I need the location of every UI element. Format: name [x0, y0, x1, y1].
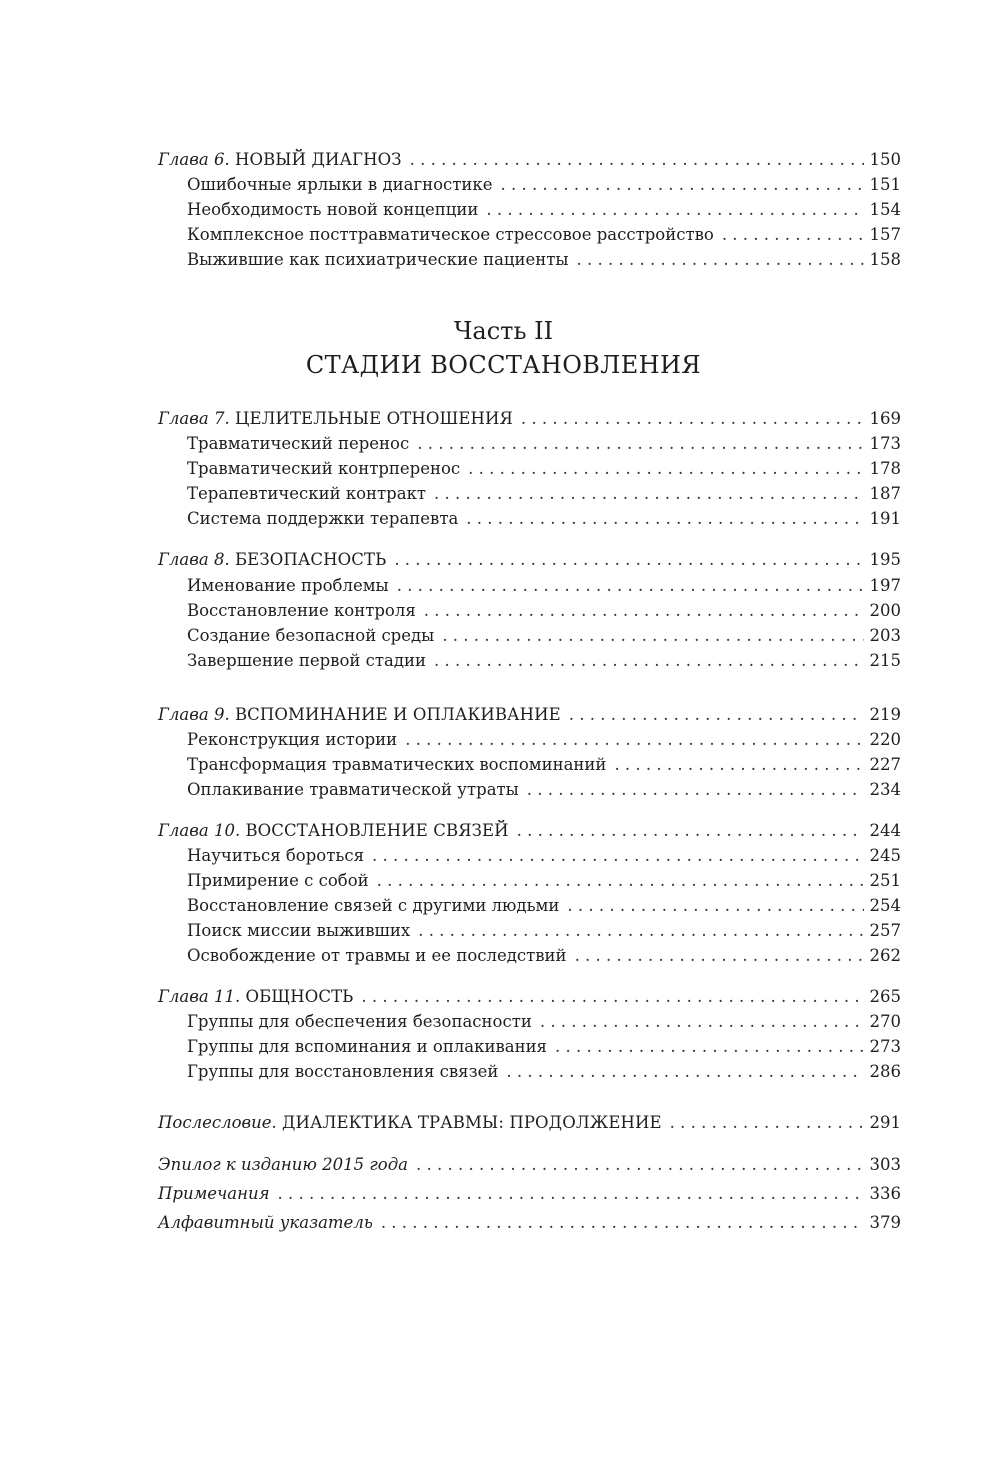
section-entry[interactable] [158, 481, 901, 506]
dot-leader [614, 752, 863, 777]
part-number: Часть II [453, 317, 554, 345]
dot-leader [517, 818, 864, 843]
section-page: 173 [869, 434, 901, 453]
chapter-10-page: 244 [869, 821, 901, 840]
section-title: Восстановление связей с другими людьми [187, 896, 560, 915]
dot-leader [410, 147, 864, 172]
chapter-11-prefix: Глава 11. [158, 987, 241, 1006]
chapter-8-prefix: Глава 8. [158, 550, 230, 569]
section-page: 251 [869, 871, 901, 890]
section-page: 270 [869, 1012, 901, 1031]
dot-leader [521, 406, 864, 431]
section-entry[interactable] [158, 868, 901, 893]
section-entry[interactable] [158, 918, 901, 943]
section-page: 197 [869, 576, 901, 595]
chapter-10-title: ВОССТАНОВЛЕНИЕ СВЯЗЕЙ [245, 821, 509, 840]
section-title: Необходимость новой концепции [187, 200, 479, 219]
section-page: 191 [869, 509, 901, 528]
epilogue-page: 303 [869, 1155, 901, 1174]
section-page: 262 [869, 946, 901, 965]
dot-leader [424, 598, 864, 623]
section-title: Завершение первой стадии [187, 651, 426, 670]
chapter-6-title: НОВЫЙ ДИАГНОЗ [234, 150, 402, 169]
section-page: 154 [869, 200, 901, 219]
index-page: 379 [869, 1213, 901, 1232]
section-title: Реконструкция истории [187, 730, 398, 749]
section-entry[interactable] [158, 598, 901, 623]
chapter-9-title: ВСПОМИНАНИЕ И ОПЛАКИВАНИЕ [234, 705, 561, 724]
section-entry[interactable] [158, 431, 901, 456]
section-title: Система поддержки терапевта [187, 509, 459, 528]
section-entry[interactable] [158, 506, 901, 531]
chapter-11-title: ОБЩНОСТЬ [245, 987, 354, 1006]
section-title: Травматический контрперенос [187, 459, 461, 478]
section-page: 234 [869, 780, 901, 799]
section-entry[interactable] [158, 777, 901, 802]
dot-leader [278, 1181, 864, 1206]
afterword-title: ДИАЛЕКТИКА ТРАВМЫ: ПРОДОЛЖЕНИЕ [282, 1113, 662, 1132]
section-title: Ошибочные ярлыки в диагностике [187, 175, 493, 194]
chapter-7-prefix: Глава 7. [158, 409, 230, 428]
dot-leader [500, 172, 863, 197]
dot-leader [397, 573, 864, 598]
section-page: 273 [869, 1037, 901, 1056]
section-page: 200 [869, 601, 901, 620]
dot-leader [486, 197, 863, 222]
section-title: Примирение с собой [187, 871, 369, 890]
section-page: 157 [869, 225, 901, 244]
chapter-11-entry[interactable] [158, 984, 901, 1009]
section-title: Комплексное посттравматическое стрессовое расстройство [187, 225, 714, 244]
section-title: Оплакивание травматической утраты [187, 780, 519, 799]
section-page: 257 [869, 921, 901, 940]
chapter-11-page: 265 [869, 987, 901, 1006]
chapter-8-page: 195 [869, 550, 901, 569]
chapter-7-page: 169 [869, 409, 901, 428]
section-title: Трансформация травматических воспоминаний [187, 755, 607, 774]
section-entry[interactable] [158, 222, 901, 247]
section-page: 286 [869, 1062, 901, 1081]
epilogue-title: Эпилог к изданию 2015 года [158, 1155, 408, 1174]
dot-leader [394, 547, 863, 572]
section-entry[interactable] [158, 893, 901, 918]
section-entry[interactable] [158, 456, 901, 481]
section-title: Группы для восстановления связей [187, 1062, 499, 1081]
section-title: Выжившие как психиатрические пациенты [187, 250, 569, 269]
chapter-7-entry[interactable] [158, 406, 901, 431]
afterword-page: 291 [869, 1113, 901, 1132]
dot-leader [722, 222, 864, 247]
section-page: 187 [869, 484, 901, 503]
chapter-7-title: ЦЕЛИТЕЛЬНЫЕ ОТНОШЕНИЯ [234, 409, 513, 428]
section-title: Поиск миссии выживших [187, 921, 411, 940]
dot-leader [416, 1152, 864, 1177]
section-page: 227 [869, 755, 901, 774]
section-page: 245 [869, 846, 901, 865]
section-entry[interactable] [158, 727, 901, 752]
dot-leader [575, 943, 864, 968]
dot-leader [361, 984, 863, 1009]
section-entry[interactable] [158, 573, 901, 598]
chapter-10-entry[interactable] [158, 818, 901, 843]
section-entry[interactable] [158, 1034, 901, 1059]
section-title: Травматический перенос [187, 434, 410, 453]
dot-leader [418, 918, 863, 943]
section-entry[interactable] [158, 1009, 901, 1034]
section-entry[interactable] [158, 172, 901, 197]
dot-leader [468, 456, 863, 481]
dot-leader [577, 247, 864, 272]
dot-leader [372, 843, 864, 868]
dot-leader [405, 727, 863, 752]
dot-leader [442, 623, 863, 648]
chapter-6-page: 150 [869, 150, 901, 169]
afterword-entry[interactable] [158, 1110, 901, 1135]
dot-leader [377, 868, 864, 893]
section-title: Освобождение от травмы и ее последствий [187, 946, 567, 965]
section-title: Группы для вспоминания и оплакивания [187, 1037, 547, 1056]
section-page: 220 [869, 730, 901, 749]
dot-leader [567, 893, 863, 918]
section-entry[interactable] [158, 648, 901, 673]
section-page: 254 [869, 896, 901, 915]
dot-leader [417, 431, 863, 456]
notes-page: 336 [869, 1184, 901, 1203]
section-title: Научиться бороться [187, 846, 364, 865]
dot-leader [434, 648, 864, 673]
section-title: Восстановление контроля [187, 601, 416, 620]
section-title: Создание безопасной среды [187, 626, 435, 645]
section-entry[interactable] [158, 1059, 901, 1084]
section-page: 158 [869, 250, 901, 269]
section-page: 203 [869, 626, 901, 645]
dot-leader [506, 1059, 863, 1084]
part-title: СТАДИИ ВОССТАНОВЛЕНИЯ [305, 351, 702, 379]
chapter-9-entry[interactable] [158, 702, 901, 727]
section-page: 215 [869, 651, 901, 670]
index-entry[interactable] [158, 1210, 901, 1235]
dot-leader [434, 481, 863, 506]
chapter-6-prefix: Глава 6. [158, 150, 230, 169]
dot-leader [466, 506, 863, 531]
section-entry[interactable] [158, 943, 901, 968]
chapter-6-entry[interactable] [158, 147, 901, 172]
section-title: Группы для обеспечения безопасности [187, 1012, 532, 1031]
section-entry[interactable] [158, 843, 901, 868]
notes-entry[interactable] [158, 1181, 901, 1206]
chapter-9-page: 219 [869, 705, 901, 724]
index-title: Алфавитный указатель [158, 1213, 373, 1232]
section-page: 151 [869, 175, 901, 194]
notes-title: Примечания [158, 1184, 270, 1203]
section-entry[interactable] [158, 623, 901, 648]
chapter-9-prefix: Глава 9. [158, 705, 230, 724]
dot-leader [555, 1034, 864, 1059]
section-entry[interactable] [158, 197, 901, 222]
section-entry[interactable] [158, 247, 901, 272]
section-title: Терапевтический контракт [187, 484, 427, 503]
section-entry[interactable] [158, 752, 901, 777]
dot-leader [569, 702, 864, 727]
epilogue-entry[interactable] [158, 1152, 901, 1177]
section-title: Именование проблемы [187, 576, 389, 595]
chapter-8-title: БЕЗОПАСНОСТЬ [234, 550, 387, 569]
afterword-prefix: Послесловие. [158, 1113, 277, 1132]
dot-leader [670, 1110, 864, 1135]
dot-leader [381, 1210, 864, 1235]
dot-leader [540, 1009, 864, 1034]
chapter-10-prefix: Глава 10. [158, 821, 241, 840]
section-page: 178 [869, 459, 901, 478]
chapter-8-entry[interactable] [158, 547, 901, 572]
dot-leader [527, 777, 864, 802]
